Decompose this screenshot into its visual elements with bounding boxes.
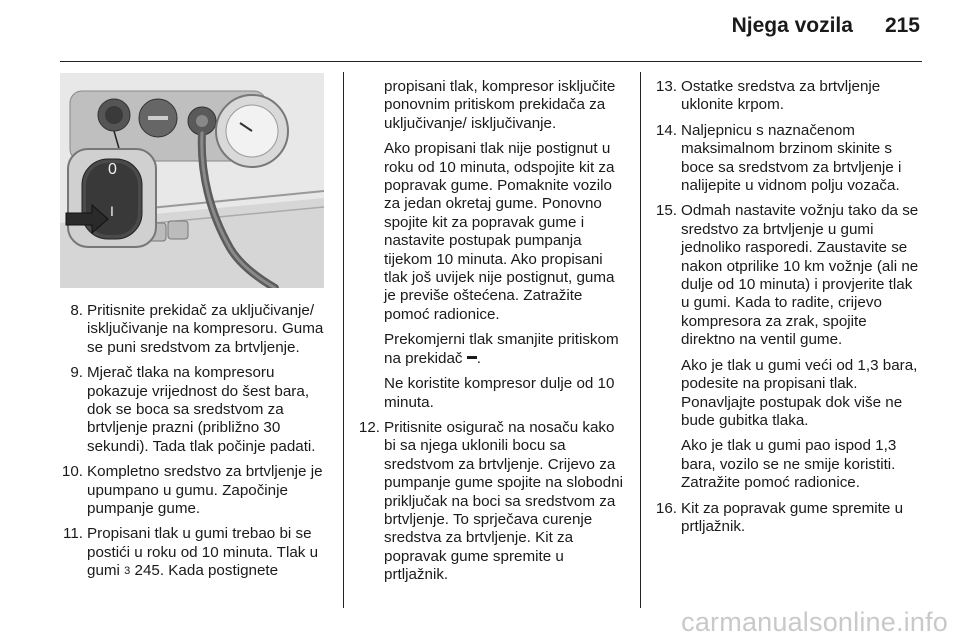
watermark: carmanualsonline.info [681, 607, 948, 637]
item-paragraph: Ako je tlak u gumi pao ispod 1,3 bara, vozilo se ne smije koristiti. Zatražite pomoć radionice. [681, 437, 897, 492]
item-text: Mjerač tlaka na kompresoru pokazuje vrijednost do šest bara, dok se boca sa sredstvom za brtvljenje prazni (približno 30 sekundi). Tada tlak počinje padati. [87, 364, 316, 455]
item-paragraph: Ne koristite kompresor dulje od 10 minuta. [384, 375, 615, 411]
page-number: 215 [884, 14, 920, 37]
item-number: 8. [70, 302, 83, 319]
minus-button-icon [467, 356, 477, 359]
item-text: propisani tlak, kompresor isključite ponovnim pritiskom prekidača za uključivanje/ isključivanje. [384, 78, 616, 132]
item-number: 16. [655, 499, 677, 517]
item-number: 12. [358, 418, 380, 436]
header-rule [60, 61, 922, 62]
list-item [653, 500, 923, 537]
item-text: Pritisnite prekidač za uključivanje/ isključivanje na kompresoru. Guma se puni sredstvom za brtvljenje. [87, 302, 324, 356]
compressor-illustration [60, 73, 324, 288]
item-text: Propisani tlak u gumi trebao bi se postići u roku od 10 minuta. Tlak u gumi [87, 525, 319, 580]
page-reference-icon: 3 [124, 565, 131, 578]
item-number: 13. [655, 78, 677, 95]
list-item [59, 364, 329, 456]
item-number: 10. [61, 463, 83, 481]
item-paragraph [384, 331, 628, 368]
item-paragraph: Ako je tlak u gumi veći od 1,3 bara, podesite na propisani tlak. Ponavljajte postupak dok više ne bude gubitka tlaka. [681, 356, 918, 429]
item-number: 9. [70, 364, 83, 382]
list-item [59, 302, 329, 357]
page-title: Njega vozila [731, 14, 853, 37]
item-text: Pritisnite osigurač na nosaču kako bi sa njega uklonili bocu sa sredstvom za brtvljenje. Crijevo za pumpanje gume spojite na slobodni priključak na boci sa sredstvom za brtvljenje. To sprječava curenje sredstva za brtvljenje. Kit za popravak gume spremite u prtljažnik. [384, 418, 623, 584]
list-item [653, 122, 923, 196]
column-divider [343, 72, 344, 608]
list-item [653, 202, 923, 492]
list-item [59, 525, 329, 580]
item-text: . [476, 349, 481, 367]
item-text: Prekomjerni tlak smanjite pritiskom na prekidač [384, 331, 619, 367]
switch-label-bottom: I [110, 203, 114, 219]
item-number: 11. [63, 525, 83, 543]
column-1 [59, 302, 329, 588]
switch-label-top: 0 [108, 161, 117, 178]
item-text: Ostatke sredstva za brtvljenje uklonite krpom. [681, 78, 881, 114]
column-3 [653, 78, 923, 543]
column-2 [356, 78, 628, 592]
list-item [653, 78, 923, 115]
item-text: 245. Kada postignete [134, 562, 279, 580]
item-text: Naljepnicu s naznačenom maksimalnom brzinom skinite s boce sa sredstvom za brtvljenje i nalijepite u vidnom polju vozača. [681, 121, 902, 195]
item-text: Kompletno sredstvo za brtvljenje je upumpano u gumu. Započinje pumpanje gume. [87, 463, 323, 518]
list-item [59, 463, 329, 518]
page-header [732, 14, 920, 38]
item-text: Kit za popravak gume spremite u prtljažnik. [681, 499, 904, 535]
list-item-continuation [356, 78, 628, 412]
list-item [356, 419, 628, 585]
item-number: 15. [655, 202, 677, 220]
item-paragraph: Ako propisani tlak nije postignut u roku od 10 minuta, odspojite kit za popravak gume. Pomaknite vozilo za jedan okretaj gume. Ponovno spojite kit za popravak gume i nastavite postupak pumpanja tijekom 10 minuta. Ako propisani tlak još uvijek nije postignut, guma je previše oštećena. Zatražite pomoć radionice. [384, 140, 615, 323]
column-divider [640, 72, 641, 608]
item-text: Odmah nastavite vožnju tako da se sredstvo za brtvljenje u gumi jednoliko rasporedi. Zaustavite se nakon otprilike 10 km vožnje (ali ne dulje od 10 minuta) i provjerite tlak u gumi. Kada to radite, crijevo kompresora za zrak, spojite direktno na ventil gume. [681, 202, 919, 349]
item-number: 14. [655, 121, 677, 139]
